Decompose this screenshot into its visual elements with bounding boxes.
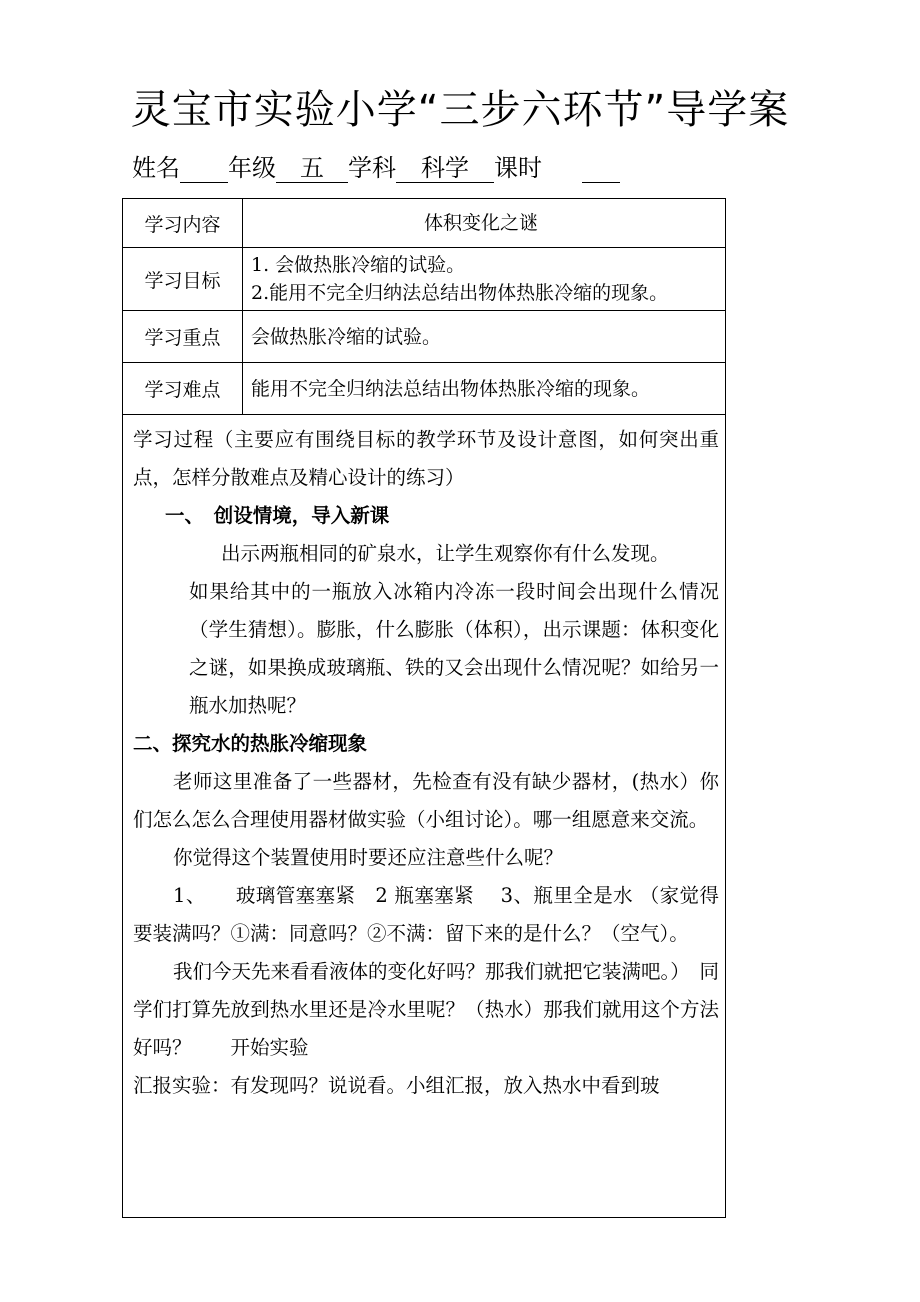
name-blank[interactable] [180,154,228,183]
period-label: 课时 [494,154,542,182]
learning-process [133,421,719,1105]
grade-value: 五 [276,154,348,183]
section-1-paragraph-1: 出示两瓶相同的矿泉水，让学生观察你有什么发现。 [221,542,670,565]
section-2-paragraph-1: 老师这里准备了一些器材，先检查有没有缺少器材，(热水）你们怎么怎么合理使用器材做实验（小组讨论）。哪一组愿意来交流。 [133,770,719,831]
row-content [123,199,725,248]
student-info-line [132,148,620,183]
grade-label: 年级 [228,154,276,182]
goal-item-1: 1. 会做热胀冷缩的试验。 [251,254,466,276]
section-2-paragraph-3: 1、 玻璃管塞塞紧 2 瓶塞塞紧 3、瓶里全是水 （家觉得要装满吗？①满：同意吗？②不满：留下来的是什么？（空气）。 [133,884,719,945]
content-label: 学习内容 [123,199,243,247]
row-difficulty [123,363,725,415]
goal-item-2: 2.能用不完全归纳法总结出物体热胀冷缩的现象。 [251,282,669,304]
section-1-heading: 一、 创设情境，导入新课 [165,504,390,527]
section-1-paragraph-2: 如果给其中的一瓶放入冰箱内冷冻一段时间会出现什么情况（学生猜想）。膨胀，什么膨胀（体积），出示课题：体积变化之谜，如果换成玻璃瓶、铁的又会出现什么情况呢？如给另一瓶水加热呢？ [189,580,719,717]
focus-label: 学习重点 [123,311,243,362]
section-2-paragraph-4: 我们今天先来看看液体的变化好吗？那我们就把它装满吧。） 同学们打算先放到热水里还是冷水里呢？（热水）那我们就用这个方法好吗？ 开始实验 [133,960,720,1059]
focus-value: 会做热胀冷缩的试验。 [251,325,442,348]
subject-value: 科学 [396,154,494,183]
row-goal [123,248,725,311]
row-focus [123,311,725,363]
section-2-paragraph-5: 汇报实验：有发现吗？说说看。小组汇报，放入热水中看到玻 [133,1074,660,1097]
difficulty-label: 学习难点 [123,363,243,414]
section-2-heading: 二、探究水的热胀冷缩现象 [133,732,368,755]
section-2-paragraph-2: 你觉得这个装置使用时要还应注意些什么呢？ [173,846,564,869]
difficulty-value: 能用不完全归纳法总结出物体热胀冷缩的现象。 [251,377,651,400]
study-plan-table [122,198,726,1218]
goal-label: 学习目标 [123,248,243,310]
process-intro: 学习过程（主要应有围绕目标的教学环节及设计意图，如何突出重点，怎样分散难点及精心设计的练习） [133,428,719,489]
subject-label: 学科 [348,154,396,182]
name-label: 姓名 [132,154,180,182]
goal-value [251,248,719,310]
content-value: 体积变化之谜 [423,212,538,234]
period-blank[interactable] [582,154,620,183]
page-title: 灵宝市实验小学“三步六环节”导学案 [130,87,790,133]
